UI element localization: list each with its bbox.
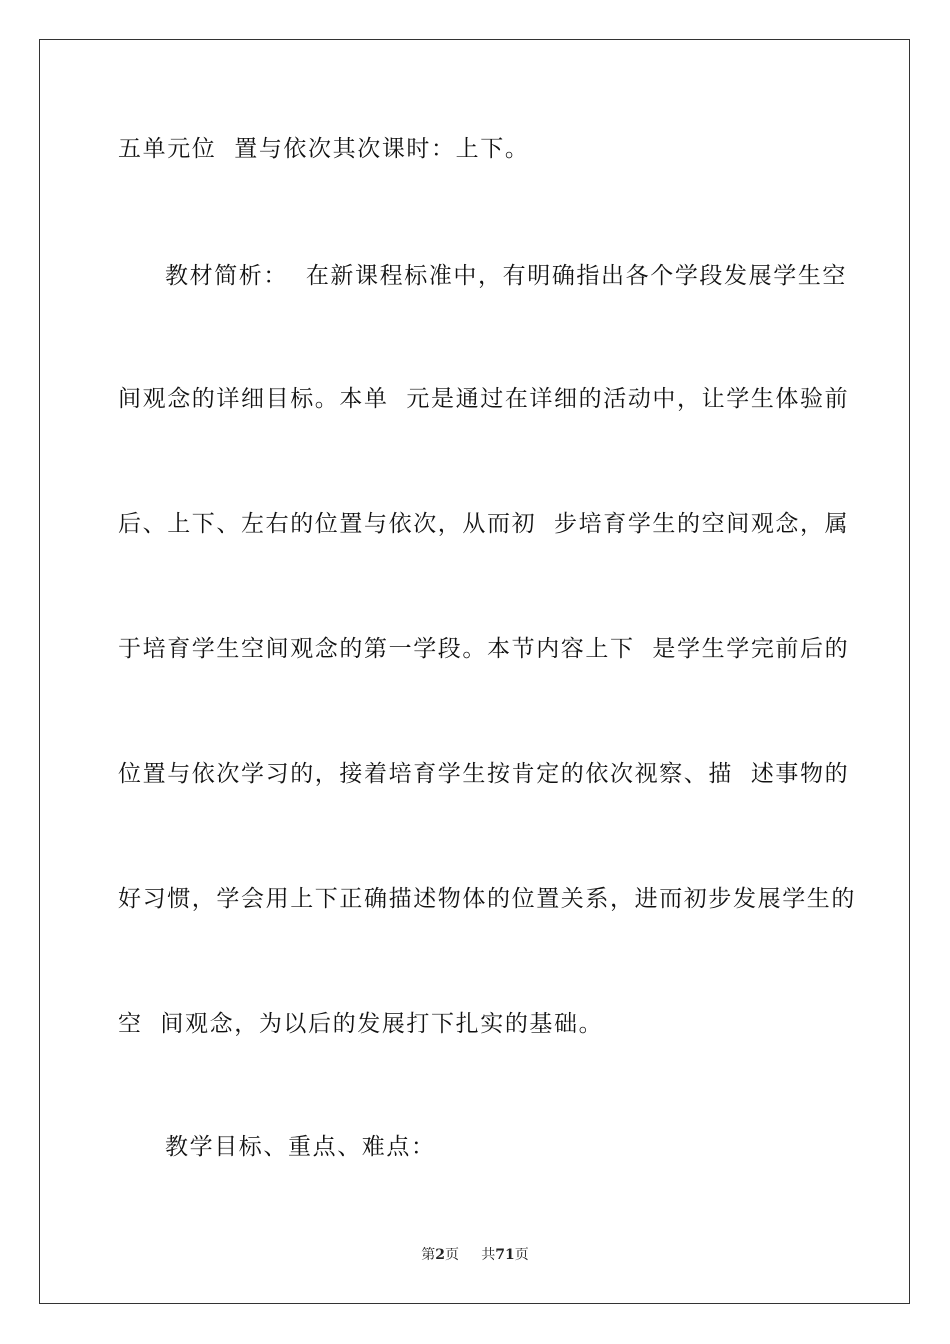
text-line-4: 后、上下、左右的位置与依次，从而初 步培育学生的空间观念，属 bbox=[118, 511, 850, 537]
footer-total-prefix: 共 bbox=[481, 1247, 496, 1263]
text-line-5: 于培育学生空间观念的第一学段。本节内容上下 是学生学完前后的 bbox=[118, 636, 850, 662]
text-line-6: 位置与依次学习的，接着培育学生按肯定的依次视察、描 述事物的 bbox=[118, 761, 850, 787]
text-line-9: 教学目标、重点、难点： bbox=[165, 1134, 436, 1160]
page-footer bbox=[0, 1245, 950, 1265]
footer-page-number: 2 bbox=[435, 1247, 445, 1263]
text-line-2: 教材简析： 在新课程标准中，有明确指出各个学段发展学生空 bbox=[165, 263, 848, 289]
text-line-1: 五单元位 置与依次其次课时：上下。 bbox=[118, 136, 530, 162]
page-frame bbox=[39, 39, 910, 1304]
text-line-3: 间观念的详细目标。本单 元是通过在详细的活动中，让学生体验前 bbox=[118, 386, 850, 412]
text-line-8: 空 间观念，为以后的发展打下扎实的基础。 bbox=[118, 1011, 604, 1037]
footer-total-suffix: 页 bbox=[514, 1247, 529, 1263]
footer-total-pages: 71 bbox=[495, 1247, 515, 1263]
footer-page-suffix: 页 bbox=[445, 1247, 459, 1263]
footer-page-prefix: 第 bbox=[421, 1247, 436, 1263]
text-line-7: 好习惯，学会用上下正确描述物体的位置关系，进而初步发展学生的 bbox=[118, 886, 856, 912]
